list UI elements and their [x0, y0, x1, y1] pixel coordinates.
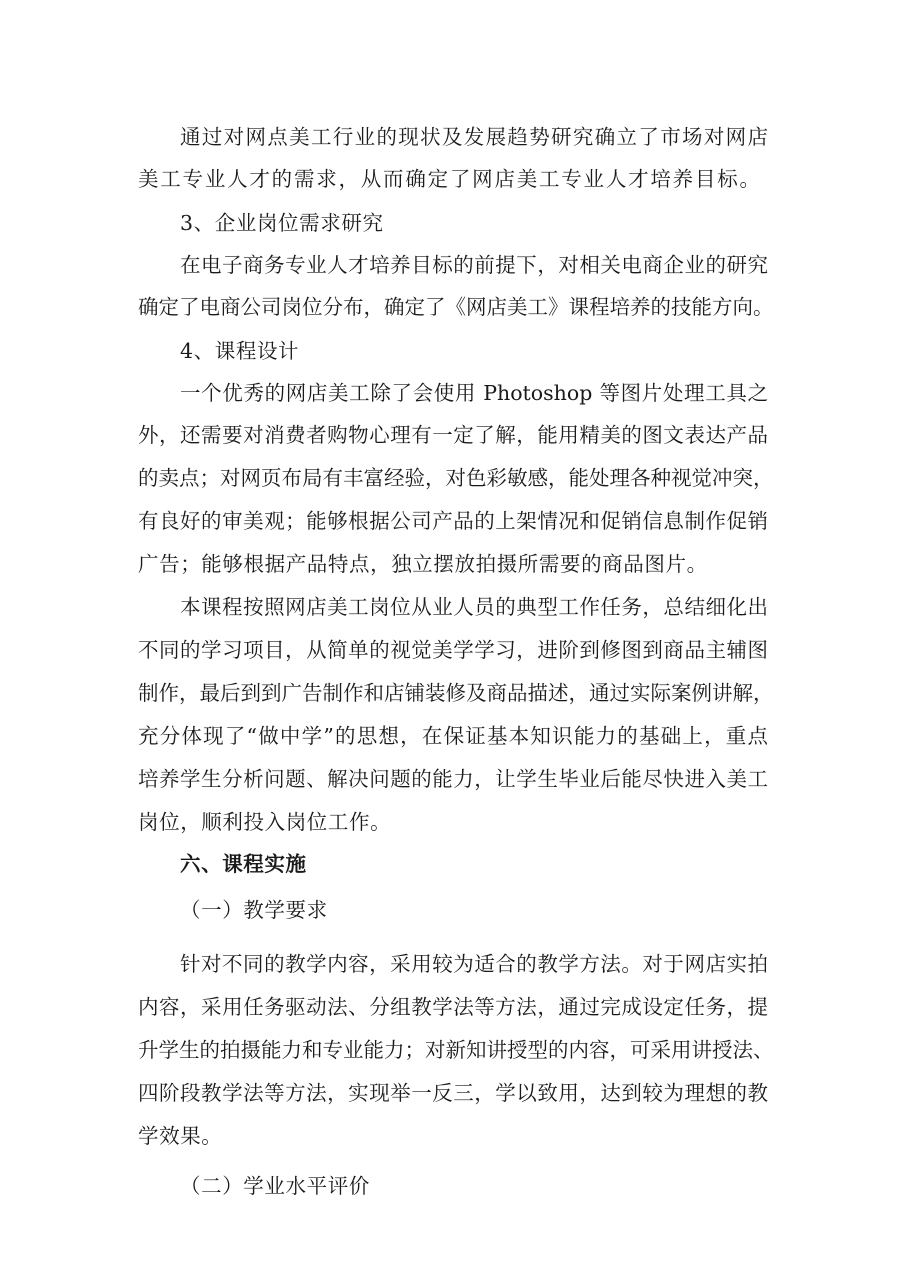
paragraph-line: 充分体现了“做中学”的思想，在保证基本知识能力的基础上，重点 [138, 724, 768, 748]
section-heading: 3、企业岗位需求研究 [180, 211, 384, 235]
paragraph-line: 学效果。 [138, 1124, 223, 1148]
paragraph-line: 广告；能够根据产品特点，独立摆放拍摄所需要的商品图片。 [138, 552, 708, 576]
paragraph-line: 美工专业人才的需求，从而确定了网店美工专业人才培养目标。 [138, 167, 760, 191]
paragraph-line: 培养学生分析问题、解决问题的能力，让学生毕业后能尽快进入美工 [138, 767, 768, 791]
chapter-heading: 六、课程实施 [180, 852, 307, 876]
paragraph-line: 的卖点；对网页布局有丰富经验，对色彩敏感，能处理各种视觉冲突， [138, 466, 774, 490]
paragraph-line: 针对不同的教学内容，采用较为适合的教学方法。对于网店实拍 [180, 952, 768, 976]
subsection-heading: （一）教学要求 [180, 898, 328, 922]
section-heading: 4、课程设计 [180, 339, 300, 363]
paragraph-line: 升学生的拍摄能力和专业能力；对新知讲授型的内容，可采用讲授法、 [138, 1038, 774, 1062]
paragraph-line: 一个优秀的网店美工除了会使用 Photoshop 等图片处理工具之 [180, 381, 768, 405]
paragraph-line: 确定了电商公司岗位分布，确定了《网店美工》课程培养的技能方向。 [138, 295, 774, 319]
paragraph-line: 岗位，顺利投入岗位工作。 [138, 810, 392, 834]
paragraph-line: 内容，采用任务驱动法、分组教学法等方法，通过完成设定任务，提 [138, 995, 768, 1019]
paragraph-line: 本课程按照网店美工岗位从业人员的典型工作任务，总结细化出 [180, 595, 768, 619]
paragraph-line: 有良好的审美观；能够根据公司产品的上架情况和促销信息制作促销 [138, 509, 768, 533]
paragraph-line: 四阶段教学法等方法，实现举一反三，学以致用，达到较为理想的教 [138, 1081, 768, 1105]
paragraph-line: 外，还需要对消费者购物心理有一定了解，能用精美的图文表达产品 [138, 423, 768, 447]
paragraph-line: 制作，最后到到广告制作和店铺装修及商品描述，通过实际案例讲解， [138, 681, 774, 705]
paragraph-line: 通过对网点美工行业的现状及发展趋势研究确立了市场对网店 [180, 125, 768, 149]
paragraph-line: 不同的学习项目，从简单的视觉美学学习，进阶到修图到商品主辅图 [138, 638, 768, 662]
subsection-heading: （二）学业水平评价 [180, 1174, 370, 1198]
paragraph-line: 在电子商务专业人才培养目标的前提下，对相关电商企业的研究 [180, 253, 768, 277]
